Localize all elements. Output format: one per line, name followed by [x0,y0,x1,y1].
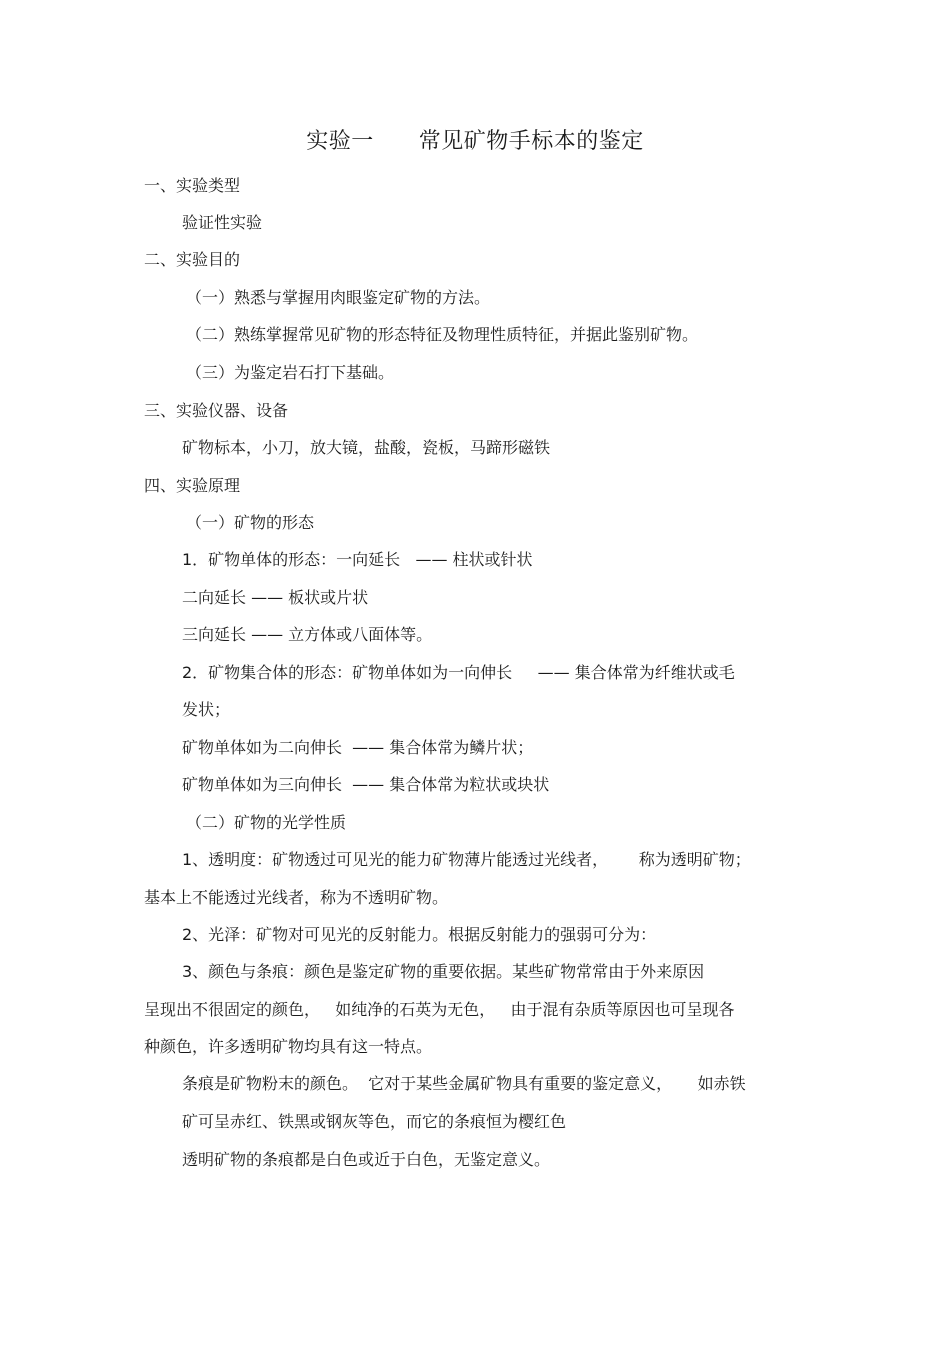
paragraph: 3、颜色与条痕：颜色是鉴定矿物的重要依据。某些矿物常常由于外来原因 [182,962,705,981]
paragraph: 发状； [182,700,231,719]
paragraph: （三）为鉴定岩石打下基础。 [186,363,395,382]
paragraph: （一）熟悉与掌握用肉眼鉴定矿物的方法。 [186,288,491,307]
paragraph: 验证性实验 [182,213,263,232]
paragraph: 二向延长 —— 板状或片状 [182,588,369,607]
paragraph: 矿可呈赤红、铁黑或钢灰等色，而它的条痕恒为樱红色 [182,1112,567,1131]
paragraph: 1、透明度：矿物透过可见光的能力矿物薄片能透过光线者， 称为透明矿物； [182,850,751,869]
paragraph: 2．矿物集合体的形态：矿物单体如为一向伸长 —— 集合体常为纤维状或毛 [182,663,735,682]
paragraph: 基本上不能透过光线者，称为不透明矿物。 [144,888,449,907]
paragraph: 透明矿物的条痕都是白色或近于白色，无鉴定意义。 [182,1150,551,1169]
paragraph: 1．矿物单体的形态：一向延长 —— 柱状或针状 [182,550,533,569]
section-heading-2: 二、实验目的 [144,250,241,269]
paragraph: 呈现出不很固定的颜色， 如纯净的石英为无色， 由于混有杂质等原因也可呈现各 [144,1000,735,1019]
paragraph: （二）熟练掌握常见矿物的形态特征及物理性质特征，并据此鉴别矿物。 [186,325,699,344]
paragraph: 矿物标本，小刀，放大镜，盐酸，瓷板，马蹄形磁铁 [182,438,551,457]
subsection-heading: （二）矿物的光学性质 [186,813,347,832]
paragraph: 三向延长 —— 立方体或八面体等。 [182,625,433,644]
section-heading-4: 四、实验原理 [144,476,241,495]
paragraph: 条痕是矿物粉末的颜色。 它对于某些金属矿物具有重要的鉴定意义， 如赤铁 [182,1074,746,1093]
paragraph: 2、光泽：矿物对可见光的反射能力。根据反射能力的强弱可分为： [182,925,657,944]
section-heading-3: 三、实验仪器、设备 [144,401,289,420]
paragraph: 矿物单体如为三向伸长 —— 集合体常为粒状或块状 [182,775,550,794]
section-heading-1: 一、实验类型 [144,176,241,195]
page-title: 实验一 常见矿物手标本的鉴定 [306,129,644,154]
paragraph: 矿物单体如为二向伸长 —— 集合体常为鳞片状； [182,738,534,757]
subsection-heading: （一）矿物的形态 [186,513,315,532]
paragraph: 种颜色，许多透明矿物均具有这一特点。 [144,1037,433,1056]
